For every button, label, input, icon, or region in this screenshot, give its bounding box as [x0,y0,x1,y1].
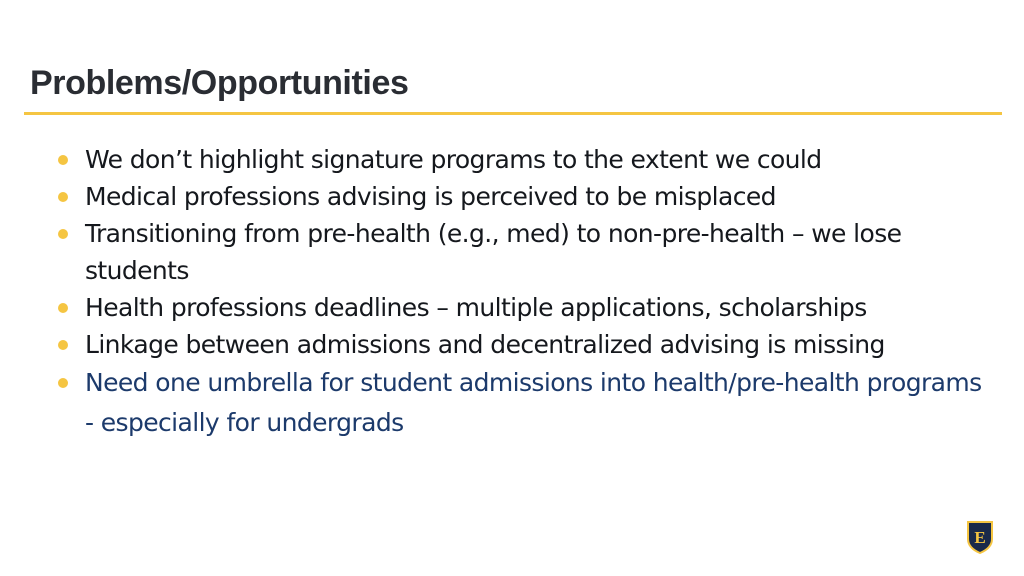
bullet-list [52,141,992,443]
bullet-item [52,326,992,363]
bullet-dot [58,192,68,202]
bullet-text: Need one umbrella for student admissions into health/pre-health programs - especially for undergrads [85,368,982,437]
bullet-text: Linkage between admissions and decentralized advising is missing [85,330,885,359]
bullet-dot [58,340,68,350]
bullet-item [52,215,992,289]
bullet-dot [58,303,68,313]
bullet-text: Medical professions advising is perceived to be misplaced [85,182,776,211]
logo-letter: E [974,528,986,547]
title-underline [24,112,1002,115]
bullet-dot [58,378,68,388]
bullet-text: We don’t highlight signature programs to the extent we could [85,145,822,174]
bullet-item [52,289,992,326]
bullet-text: Health professions deadlines – multiple applications, scholarships [85,293,867,322]
bullet-item [52,141,992,178]
bullet-dot [58,155,68,165]
bullet-item [52,178,992,215]
bullet-dot [58,229,68,239]
bullet-text: Transitioning from pre-health (e.g., med) to non-pre-health – we lose students [85,219,902,285]
slide-title: Problems/Opportunities [30,64,409,102]
university-shield-logo-icon [966,520,994,554]
bullet-item-highlight [52,363,992,443]
